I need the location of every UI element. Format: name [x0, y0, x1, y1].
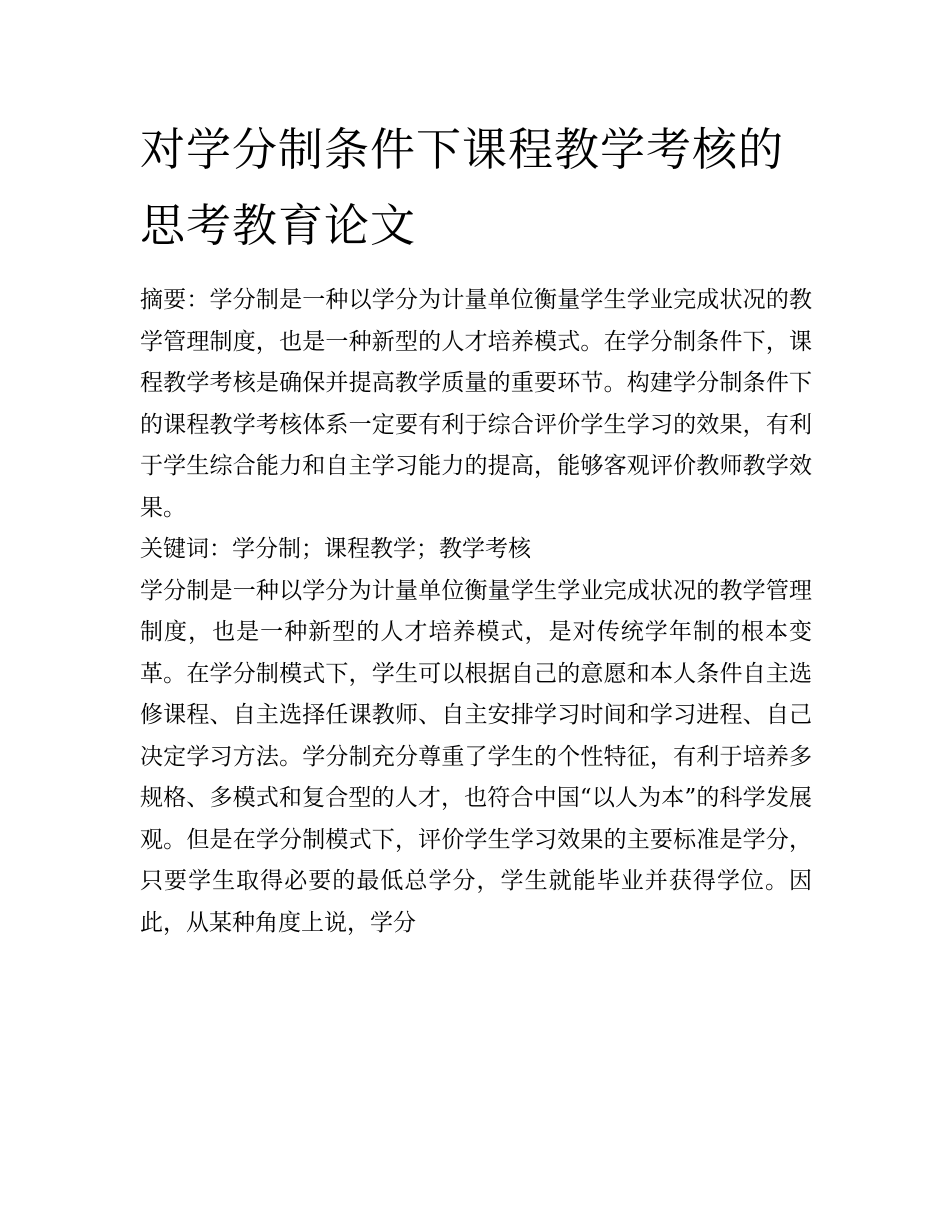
document-title: 对学分制条件下课程教学考核的思考教育论文 [140, 123, 785, 252]
keywords-line: 关键词：学分制；课程教学；教学考核 [140, 536, 531, 562]
body-paragraph: 学分制是一种以学分为计量单位衡量学生学业完成状况的教学管理制度，也是一种新型的人才培养模式，是对传统学年制的根本变革。在学分制模式下，学生可以根据自己的意愿和本人条件自主选修课程、自主选择任课教师、自主安排学习时间和学习进程、自己决定学习方法。学分制充分尊重了学生的个性特征，有利于培养多规格、多模式和复合型的人才，也符合中国“以人为本”的科学发展观。但是在学分制模式下，评价学生学习效果的主要标准是学分，只要学生取得必要的最低总学分，学生就能毕业并获得学位。因此，从某种角度上说，学分 [140, 577, 812, 936]
abstract-paragraph: 摘要：学分制是一种以学分为计量单位衡量学生学业完成状况的教学管理制度，也是一种新型的人才培养模式。在学分制条件下，课程教学考核是确保并提高教学质量的重要环节。构建学分制条件下的课程教学考核体系一定要有利于综合评价学生学习的效果，有利于学生综合能力和自主学习能力的提高，能够客观评价教师教学效果。 [140, 287, 812, 521]
document-body [140, 280, 812, 944]
